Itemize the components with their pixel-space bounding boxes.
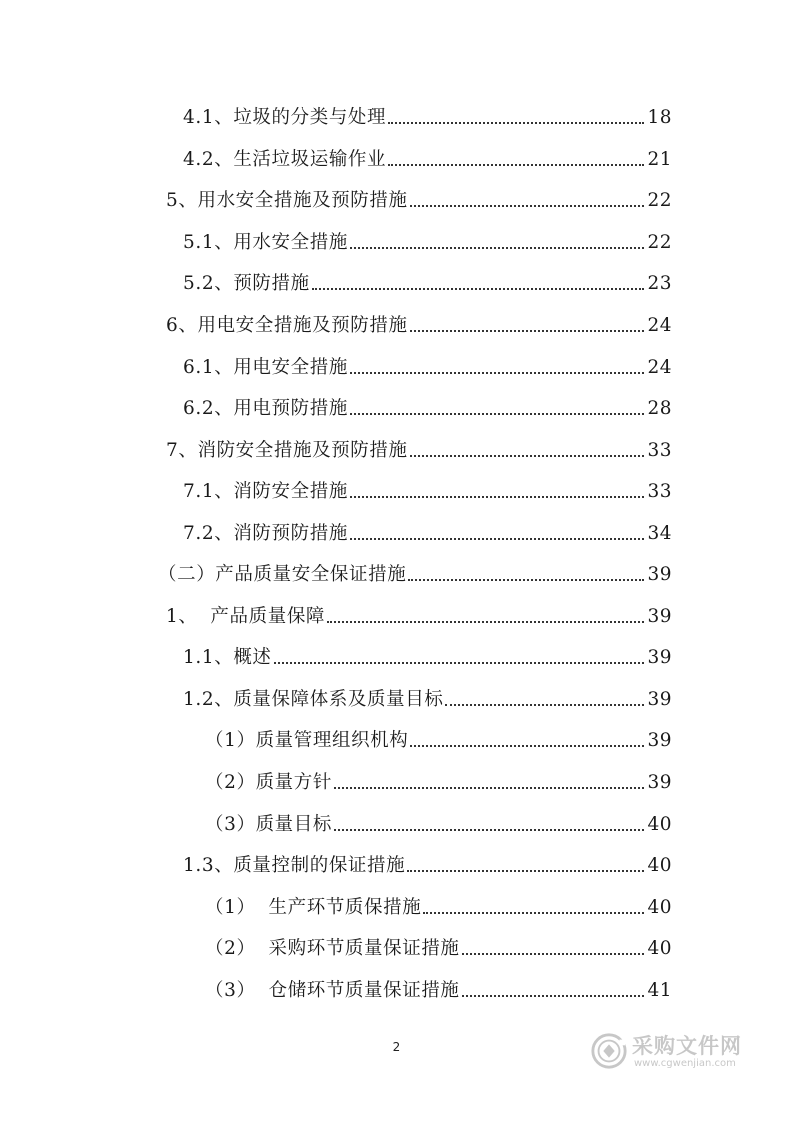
watermark-logo-icon — [590, 1032, 628, 1070]
dot-leader — [274, 662, 645, 664]
toc-entry[interactable] — [183, 106, 672, 130]
toc-entry-label: 5.2、预防措施 — [183, 273, 310, 294]
toc-entry[interactable] — [183, 272, 672, 296]
toc-entry-page: 39 — [647, 647, 672, 668]
toc-entry-page: 21 — [647, 149, 672, 170]
toc-entry-page: 39 — [647, 564, 672, 585]
dot-leader — [445, 704, 644, 706]
toc-entry[interactable] — [183, 854, 672, 878]
dot-leader — [410, 455, 645, 457]
watermark-url: www.cgwenjian.com — [634, 1058, 736, 1069]
toc-entry-label: 7.1、消防安全措施 — [183, 481, 348, 502]
toc-entry-label: 1.3、质量控制的保证措施 — [183, 855, 406, 876]
toc-entry-label: 4.2、生活垃圾运输作业 — [183, 149, 387, 170]
toc-entry-label: 6.1、用电安全措施 — [183, 357, 348, 378]
toc-entry-page: 39 — [647, 689, 672, 710]
toc-entry[interactable] — [205, 729, 672, 753]
watermark-title: 采购文件网 — [632, 1034, 742, 1058]
toc-entry-page: 22 — [647, 190, 672, 211]
toc-entry-page: 24 — [647, 315, 672, 336]
dot-leader — [462, 953, 645, 955]
toc-entry-page: 23 — [647, 273, 672, 294]
toc-entry[interactable] — [183, 231, 672, 255]
dot-leader — [410, 745, 644, 747]
toc-entry-page: 33 — [647, 440, 672, 461]
toc-entry-label: （二）产品质量安全保证措施 — [158, 564, 407, 585]
dot-leader — [410, 330, 645, 332]
toc-entry[interactable] — [183, 688, 672, 712]
dot-leader — [407, 870, 644, 872]
toc-entry[interactable] — [183, 480, 672, 504]
toc-entry[interactable] — [166, 439, 672, 463]
toc-entry-label: （2） 采购环节质量保证措施 — [205, 938, 460, 959]
toc-entry-label: 7.2、消防预防措施 — [183, 523, 348, 544]
toc-entry-page: 41 — [647, 980, 672, 1001]
toc-entry-page: 34 — [647, 523, 672, 544]
toc-entry-label: （1） 生产环节质保措施 — [205, 897, 422, 918]
dot-leader — [350, 496, 645, 498]
dot-leader — [334, 787, 644, 789]
toc-entry-page: 24 — [647, 357, 672, 378]
toc-entry[interactable] — [158, 563, 672, 587]
toc-entry-label: 4.1、垃圾的分类与处理 — [183, 107, 387, 128]
dot-leader — [462, 995, 645, 997]
toc-entry[interactable] — [205, 979, 672, 1003]
dot-leader — [350, 538, 645, 540]
toc-entry-label: （3）质量目标 — [205, 814, 332, 835]
toc-entry-label: （2）质量方针 — [205, 772, 332, 793]
toc-entry-page: 22 — [647, 232, 672, 253]
toc-entry[interactable] — [205, 896, 672, 920]
toc-entry-label: 6.2、用电预防措施 — [183, 398, 348, 419]
toc-entry-label: 1.1、概述 — [183, 647, 272, 668]
dot-leader — [334, 829, 644, 831]
toc-entry-page: 18 — [647, 107, 672, 128]
toc-entry-label: （3） 仓储环节质量保证措施 — [205, 980, 460, 1001]
toc-entry[interactable] — [183, 522, 672, 546]
toc-entry-page: 28 — [647, 398, 672, 419]
toc-entry[interactable] — [166, 189, 672, 213]
dot-leader — [350, 247, 645, 249]
dot-leader — [388, 164, 644, 166]
dot-leader — [312, 288, 645, 290]
toc-entry-page: 33 — [647, 481, 672, 502]
toc-entry-page: 40 — [647, 814, 672, 835]
toc-entry[interactable] — [166, 605, 672, 629]
toc-entry-page: 40 — [647, 897, 672, 918]
page-number: 2 — [392, 1040, 401, 1054]
toc-entry-page: 40 — [647, 855, 672, 876]
dot-leader — [327, 621, 644, 623]
toc-entry-label: （1）质量管理组织机构 — [205, 730, 409, 751]
toc-entry-page: 39 — [647, 772, 672, 793]
dot-leader — [408, 579, 644, 581]
toc-entry[interactable] — [183, 356, 672, 380]
watermark — [590, 1030, 760, 1074]
dot-leader — [350, 413, 645, 415]
toc-entry-page: 40 — [647, 938, 672, 959]
toc-entry[interactable] — [205, 813, 672, 837]
toc-entry-label: 5、用水安全措施及预防措施 — [166, 190, 408, 211]
dot-leader — [410, 205, 645, 207]
dot-leader — [350, 372, 645, 374]
dot-leader — [388, 122, 644, 124]
toc-entry[interactable] — [166, 314, 672, 338]
toc-entry[interactable] — [205, 771, 672, 795]
toc-entry-label: 1.2、质量保障体系及质量目标 — [183, 689, 444, 710]
toc-entry-label: 7、消防安全措施及预防措施 — [166, 440, 408, 461]
toc-entry-label: 1、 产品质量保障 — [166, 606, 326, 627]
toc-entry-label: 5.1、用水安全措施 — [183, 232, 348, 253]
toc-entry[interactable] — [183, 148, 672, 172]
dot-leader — [423, 912, 644, 914]
toc-entry-label: 6、用电安全措施及预防措施 — [166, 315, 408, 336]
toc-entry[interactable] — [183, 397, 672, 421]
toc-entry-page: 39 — [647, 606, 672, 627]
toc-entry[interactable] — [205, 937, 672, 961]
toc-entry-page: 39 — [647, 730, 672, 751]
toc-entry[interactable] — [183, 646, 672, 670]
